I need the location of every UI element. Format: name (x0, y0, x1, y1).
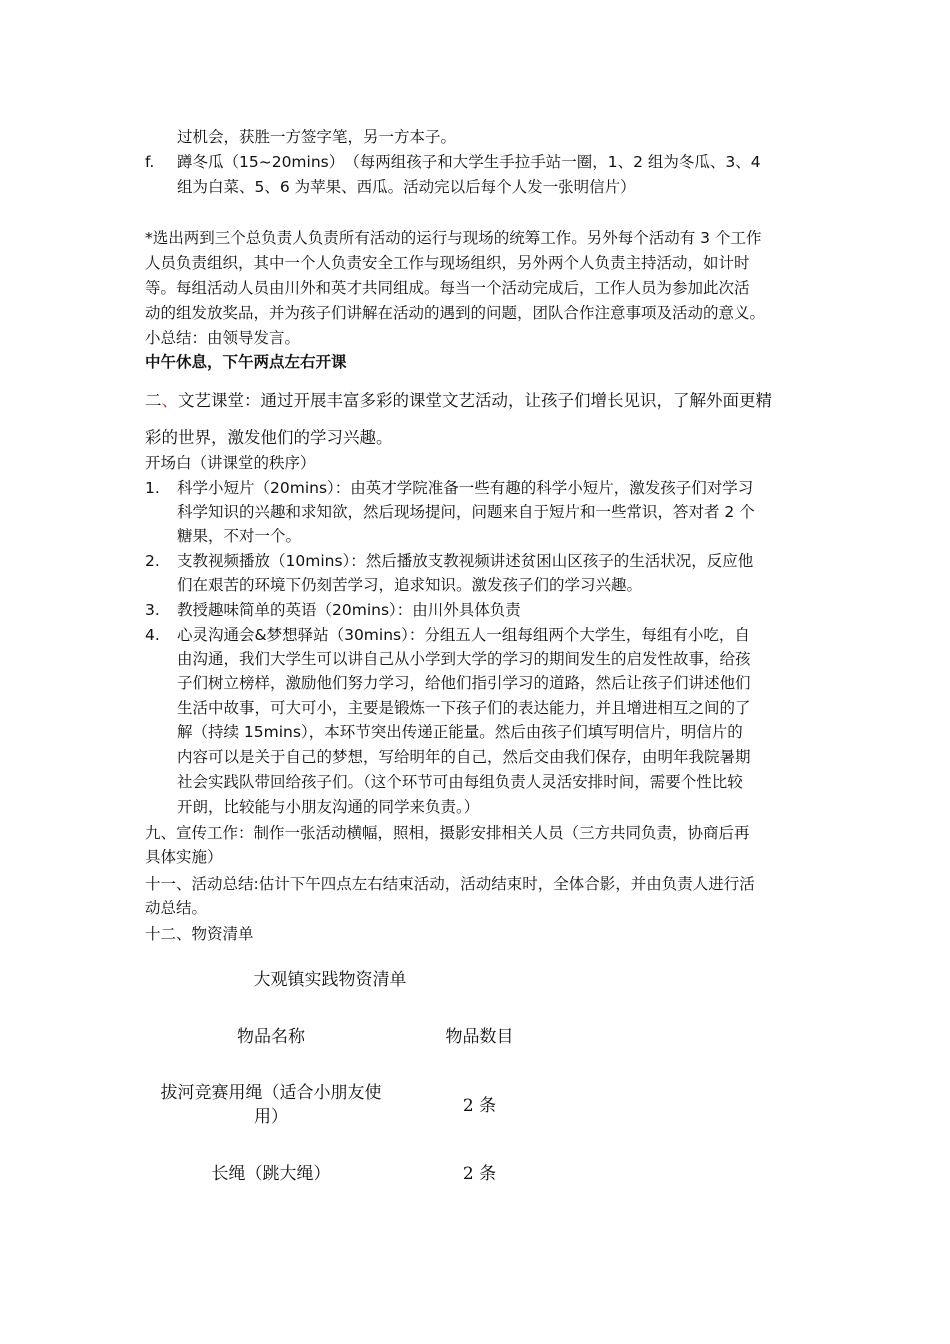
text-line: 人员负责组织，其中一个人负责安全工作与现场组织，另外两个人负责主持活动，如计时 (145, 254, 750, 272)
section-heading-noon: 中午休息，下午两点左右开课 (145, 353, 347, 371)
table-title: 大观镇实践物资清单 (253, 970, 407, 990)
text-line: 彩的世界，激发他们的学习兴趣。 (145, 428, 393, 447)
list-item-line: 教授趣味简单的英语（20mins）：由川外具体负责 (177, 601, 521, 619)
table-header-qty: 物品数目 (445, 1027, 514, 1047)
list-marker: 2. (145, 552, 160, 570)
table-cell-name: 长绳（跳大绳） (211, 1164, 331, 1184)
text-line: 十二、物资清单 (145, 925, 254, 943)
list-item-line: 由沟通，我们大学生可以讲自己从小学到大学的学习的期间发生的启发性故事，给孩 (177, 650, 751, 668)
list-item-line: 子们树立榜样，激励他们努力学习，给他们指引学习的道路，然后让孩子们讲述他们 (177, 674, 751, 692)
list-item-line: 科学小短片（20mins）：由英才学院准备一些有趣的科学小短片，激发孩子们对学习 (177, 479, 754, 497)
list-marker: 1. (145, 479, 160, 497)
text-line: 过机会，获胜一方签字笔，另一方本子。 (177, 128, 457, 146)
list-marker: 4. (145, 626, 160, 644)
section-two-heading (145, 389, 772, 413)
list-item-line: 科学知识的兴趣和求知欲，然后现场提问，问题来自于短片和一些常识，答对者 2 个 (177, 503, 755, 521)
section-separator: 、 (161, 391, 178, 410)
text-line: 动总结。 (145, 899, 208, 917)
text-line: 等。每组活动人员由川外和英才共同组成。每当一个活动完成后，工作人员为参加此次活 (145, 279, 750, 297)
text-line: *选出两到三个总负责人负责所有活动的运行与现场的统筹工作。另外每个活动有 3 个工作 (145, 229, 762, 247)
text-line: 蹲冬瓜（15~20mins） （每两组孩子和大学生手拉手站一圈，1、2 组为冬瓜、3、4 (177, 153, 761, 171)
list-item-line: 心灵沟通会&梦想驿站（30mins）：分组五人一组每组两个大学生，每组有小吃，自 (177, 626, 750, 644)
list-item-line: 内容可以是关于自己的梦想，写给明年的自己，然后交由我们保存，由明年我院暑期 (177, 748, 751, 766)
section-number: 二 (145, 391, 162, 410)
list-item-line: 糖果，不对一个。 (177, 527, 302, 545)
list-marker: f. (145, 153, 155, 171)
table-cell-qty: 2 条 (462, 1164, 497, 1184)
list-item-line: 生活中故事，可大可小，主要是锻炼一下孩子们的表达能力，并且增进相互之间的了 (177, 699, 751, 717)
text-line: 十一、活动总结:估计下午四点左右结束活动，活动结束时，全体合影，并由负责人进行活 (145, 875, 755, 893)
text-line: 九、宣传工作：制作一张活动横幅，照相，摄影安排相关人员（三方共同负责，协商后再 (145, 824, 750, 842)
text-line: 动的组发放奖品，并为孩子们讲解在活动的遇到的问题，团队合作注意事项及活动的意义。 (145, 304, 766, 322)
text-line: 开场白（讲课堂的秩序） (145, 454, 316, 472)
text-line: 小总结：由领导发言。 (145, 329, 301, 347)
text-line: 具体实施） (145, 848, 223, 866)
section-two-text: 文艺课堂：通过开展丰富多彩的课堂文艺活动，让孩子们增长见识，了解外面更精 (178, 391, 772, 410)
table-cell-qty: 2 条 (462, 1096, 497, 1116)
table-header-name: 物品名称 (237, 1027, 305, 1047)
list-item-line: 社会实践队带回给孩子们。（这个环节可由每组负责人灵活安排时间，需要个性比较 (177, 773, 743, 791)
list-marker: 3. (145, 601, 160, 619)
text-line: 组为白菜、5、6 为苹果、西瓜。活动完以后每个人发一张明信片） (177, 178, 636, 196)
list-item-line: 支教视频播放（10mins）：然后播放支教视频讲述贫困山区孩子的生活状况，反应他 (177, 552, 754, 570)
list-item-line: 解（持续 15mins），本环节突出传递正能量。然后由孩子们填写明信片，明信片的 (177, 723, 743, 741)
list-item-line: 开朗，比较能与小朋友沟通的同学来负责。） (177, 798, 480, 816)
table-cell-name: 拔河竞赛用绳（适合小朋友使 (160, 1083, 382, 1103)
table-cell-name: 用） (254, 1107, 288, 1127)
list-item-line: 们在艰苦的环境下仍刻苦学习，追求知识。激发孩子们的学习兴趣。 (177, 576, 643, 594)
